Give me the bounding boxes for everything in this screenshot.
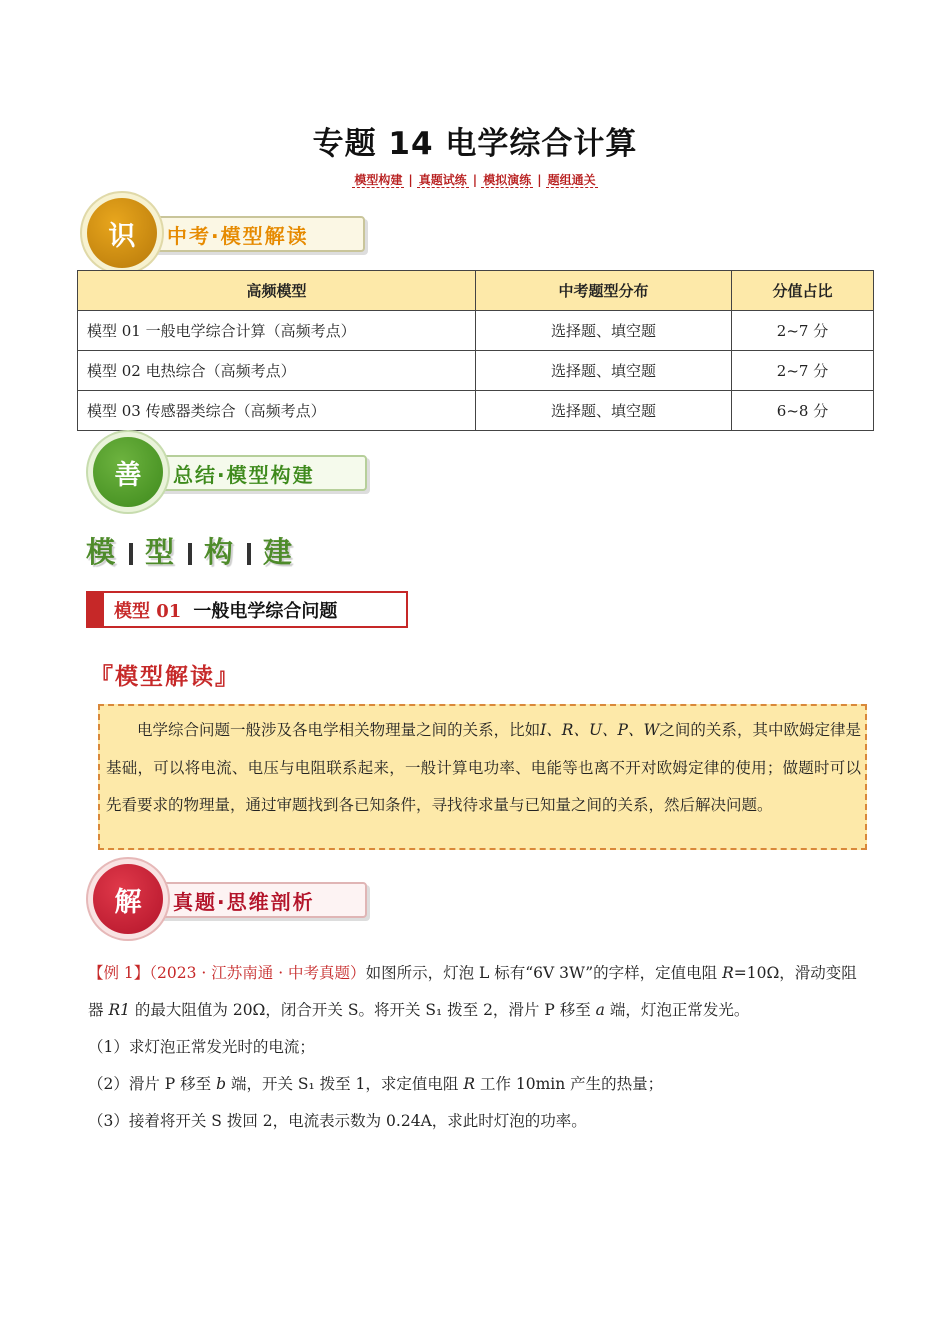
table-header: 中考题型分布 (476, 271, 732, 311)
table-header: 高频模型 (78, 271, 476, 311)
distribution-table (77, 270, 874, 431)
heading-stripe (88, 593, 104, 626)
heading-char: 模 (86, 535, 118, 569)
model-title: 一般电学综合问题 (193, 600, 338, 622)
badge-label: 中考·模型解读 (145, 216, 365, 252)
table-header-row (78, 271, 874, 311)
subnav-item[interactable]: 模型构建 (354, 173, 403, 187)
divider (188, 543, 192, 565)
table-cell: 模型 01 一般电学综合计算（高频考点） (78, 311, 476, 351)
table-cell: 选择题、填空题 (476, 351, 732, 391)
table-cell: 2~7 分 (732, 311, 874, 351)
model-01-heading (86, 591, 408, 628)
table-row (78, 351, 874, 391)
sub-question-2: （2）滑片 P 移至 b 端，开关 S₁ 拨至 1，求定值电阻 R 工作 10min 产生的热量； (88, 1075, 664, 1093)
table-row (78, 391, 874, 431)
model-interpretation-title: 『模型解读』 (90, 663, 240, 690)
model-building-heading (86, 530, 294, 571)
table-cell: 选择题、填空题 (476, 311, 732, 351)
divider (129, 543, 133, 565)
table-cell: 2~7 分 (732, 351, 874, 391)
variable-list: I、R、U、P、W (540, 721, 660, 739)
paragraph-text: 电学综合问题一般涉及各电学相关物理量之间的关系，比如 (137, 721, 541, 739)
table-row (78, 311, 874, 351)
badge-icon: 善 (93, 437, 163, 507)
model-label: 模型 01 (114, 600, 182, 622)
table-cell: 选择题、填空题 (476, 391, 732, 431)
sub-question-3: （3）接着将开关 S 拨回 2，电流表示数为 0.24A，求此时灯泡的功率。 (88, 1112, 587, 1130)
question-stem: 【例 1】（2023 · 江苏南通 · 中考真题）如图所示，灯泡 L 标有“6V 3W”的字样，定值电阻 R=10Ω，滑动变阻器 R1 的最大阻值为 20Ω，闭合开关 S。将开关 S₁ 拨至 2，滑片 P 移至 a 端，灯泡正常发光。 (88, 964, 857, 1019)
heading-char: 型 (145, 535, 177, 569)
table-cell: 模型 02 电热综合（高频考点） (78, 351, 476, 391)
table-header: 分值占比 (732, 271, 874, 311)
table-cell: 模型 03 传感器类综合（高频考点） (78, 391, 476, 431)
subnav-item[interactable]: 模拟演练 (483, 173, 532, 187)
subnav-item[interactable]: 真题试练 (418, 173, 467, 187)
badge-label: 真题·思维剖析 (151, 882, 367, 918)
heading-char: 构 (204, 535, 236, 569)
page-title: 专题 14 电学综合计算 (312, 126, 638, 162)
badge-label: 总结·模型构建 (151, 455, 367, 491)
table-cell: 6~8 分 (732, 391, 874, 431)
heading-char: 建 (263, 535, 295, 569)
example-question (88, 955, 863, 1140)
model-interpretation-box (98, 704, 867, 850)
sub-navigation: 模型构建 | 真题试练 | 模拟演练 | 题组通关 (354, 173, 596, 187)
example-tag: 【例 1】 (88, 964, 150, 982)
sub-question-1: （1）求灯泡正常发光时的电流； (88, 1038, 315, 1056)
divider (247, 543, 251, 565)
badge-icon: 识 (87, 198, 157, 268)
subnav-item[interactable]: 题组通关 (547, 173, 596, 187)
badge-icon: 解 (93, 864, 163, 934)
example-source: （2023 · 江苏南通 · 中考真题） (149, 964, 366, 982)
paragraph-text: 之间的关系，其中欧姆定律是基础，可以将电流、电压与电阻联系起来，一般计算电功率、电能等也离不开对欧姆定律的使用；做题时可以先看要求的物理量，通过审题找到各已知条件，寻找待求量与已知量之间的关系，然后解决问题。 (106, 721, 861, 814)
